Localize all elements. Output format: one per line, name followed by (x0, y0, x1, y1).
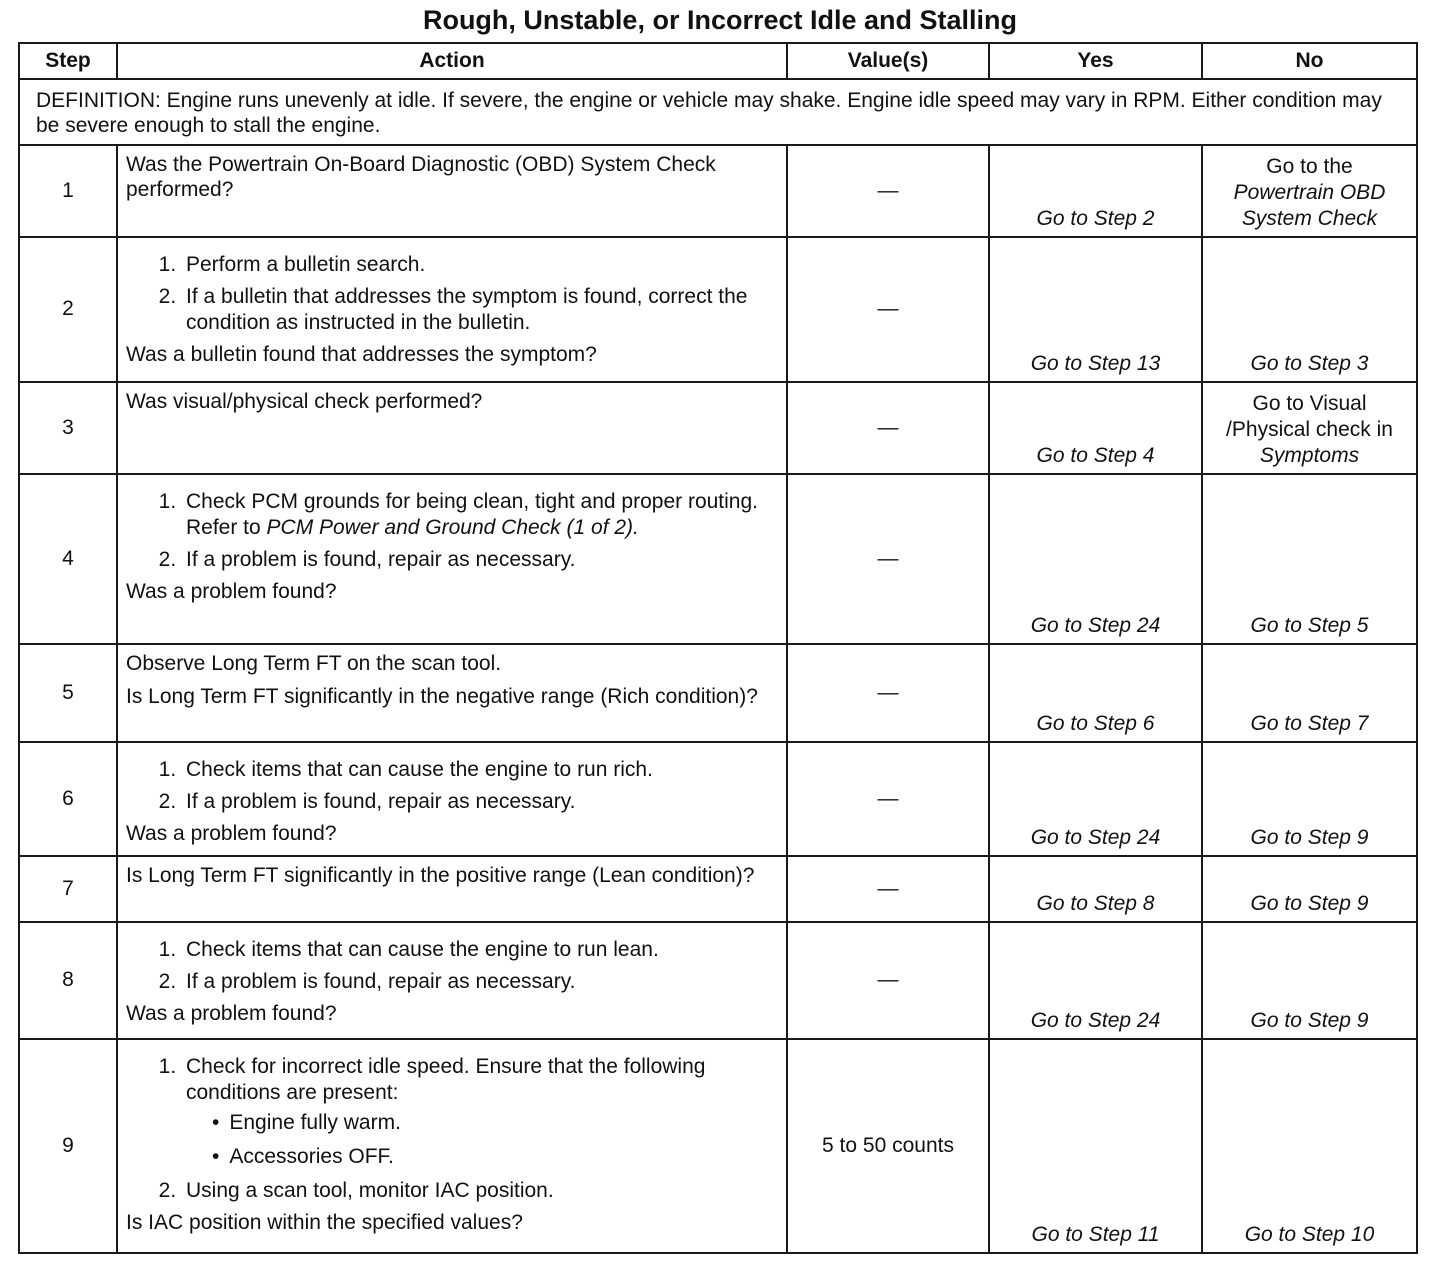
yes-link[interactable]: Go to Step 11 (1031, 1223, 1160, 1246)
no-link[interactable]: Go to Step 9 (1250, 1008, 1369, 1032)
header-yes: Yes (989, 43, 1202, 79)
action-step-item (182, 1054, 776, 1170)
no-cell (1202, 644, 1417, 742)
page-title: Rough, Unstable, or Incorrect Idle and Stalling (422, 5, 1018, 35)
yes-link[interactable]: Go to Step 6 (1036, 712, 1155, 736)
step-number: 5 (19, 644, 117, 742)
action-cell (117, 856, 787, 922)
action-steps (126, 937, 776, 995)
table-row (19, 1039, 1417, 1253)
step-number: 2 (19, 237, 117, 381)
condition-item: • Accessories OFF. (212, 1144, 776, 1170)
yes-cell (989, 145, 1202, 237)
yes-link[interactable]: Go to Step 24 (1030, 1008, 1161, 1032)
action-cell (117, 382, 787, 474)
no-link[interactable]: Powertrain OBD System Check (1233, 181, 1386, 231)
no-cell (1202, 742, 1417, 856)
action-step-item: 2. If a problem is found, repair as necessary. (182, 547, 776, 573)
action-question: Was a problem found? (126, 579, 337, 603)
table-row (19, 856, 1417, 922)
yes-cell (989, 474, 1202, 644)
no-cell (1202, 474, 1417, 644)
yes-cell (989, 237, 1202, 381)
action-question: Is Long Term FT significantly in the negative range (Rich condition)? (126, 684, 758, 708)
action-steps (126, 252, 776, 336)
definition-row (19, 79, 1417, 145)
header-row (19, 43, 1417, 79)
action-step-item: 2. If a problem is found, repair as necessary. (182, 789, 776, 815)
yes-link[interactable]: Go to Step 8 (1036, 892, 1155, 916)
action-question: Was a problem found? (126, 822, 337, 846)
action-cell (117, 237, 787, 381)
action-step-item: 2. If a problem is found, repair as necessary. (182, 969, 776, 995)
table-row (19, 145, 1417, 237)
step-number: 9 (19, 1039, 117, 1253)
no-cell (1202, 1039, 1417, 1253)
header-values: Value(s) (787, 43, 989, 79)
no-link[interactable]: Go to Step 3 (1250, 351, 1369, 375)
table-row (19, 922, 1417, 1038)
step-number: 3 (19, 382, 117, 474)
no-link[interactable]: Symptoms (1259, 443, 1360, 467)
action-cell (117, 644, 787, 742)
value-cell: — (787, 237, 989, 381)
no-link[interactable]: Go to Step 10 (1244, 1223, 1375, 1246)
no-cell (1202, 382, 1417, 474)
no-link[interactable]: Go to Step 7 (1250, 712, 1369, 736)
yes-cell (989, 742, 1202, 856)
no-cell (1202, 237, 1417, 381)
action-steps (126, 489, 776, 573)
no-prefix: Go to the (1266, 155, 1353, 179)
condition-item: • Engine fully warm. (212, 1110, 776, 1136)
yes-link[interactable]: Go to Step 13 (1030, 351, 1161, 375)
action-cell (117, 1039, 787, 1253)
action-question: Is Long Term FT significantly in the positive range (Lean condition)? (126, 864, 755, 888)
action-steps (126, 757, 776, 815)
yes-cell (989, 856, 1202, 922)
yes-cell (989, 922, 1202, 1038)
action-question: Was a bulletin found that addresses the symptom? (126, 343, 597, 367)
action-steps (126, 1054, 776, 1204)
value-cell: — (787, 145, 989, 237)
action-step-item: 1. Check items that can cause the engine to run rich. (182, 757, 776, 783)
value-cell: — (787, 742, 989, 856)
no-cell (1202, 856, 1417, 922)
action-step-text: Check for incorrect idle speed. Ensure that the following conditions are present: (186, 1054, 706, 1104)
step-number: 8 (19, 922, 117, 1038)
condition-list (186, 1110, 776, 1170)
action-step-item (182, 489, 776, 541)
no-link[interactable]: Go to Step 9 (1250, 892, 1369, 916)
action-question: Was visual/physical check performed? (126, 389, 483, 413)
definition-text: DEFINITION: Engine runs unevenly at idle. If severe, the engine or vehicle may shake. Engine idle speed may vary in RPM. Either condition may be severe enough to stall the engine. (19, 79, 1417, 145)
value-cell: — (787, 644, 989, 742)
step-number: 4 (19, 474, 117, 644)
action-cell (117, 474, 787, 644)
header-action: Action (117, 43, 787, 79)
action-cell (117, 145, 787, 237)
diagnostic-table (18, 42, 1418, 1254)
table-row (19, 237, 1417, 381)
no-prefix: Go to Visual /Physical check in (1226, 391, 1393, 441)
table-row (19, 644, 1417, 742)
step-number: 7 (19, 856, 117, 922)
table-row (19, 742, 1417, 856)
yes-link[interactable]: Go to Step 24 (1030, 826, 1161, 850)
no-link[interactable]: Go to Step 5 (1250, 613, 1369, 637)
value-cell: — (787, 922, 989, 1038)
no-link[interactable]: Go to Step 9 (1250, 826, 1369, 850)
header-no: No (1202, 43, 1417, 79)
action-line: Observe Long Term FT on the scan tool. (126, 651, 502, 675)
reference-link[interactable]: PCM Power and Ground Check (1 of 2). (266, 515, 639, 539)
value-cell: — (787, 474, 989, 644)
action-question: Was the Powertrain On-Board Diagnostic (OBD) System Check performed? (126, 153, 716, 202)
action-question: Was a problem found? (126, 1002, 337, 1026)
action-step-item: 1. Check items that can cause the engine to run lean. (182, 937, 776, 963)
action-cell (117, 742, 787, 856)
step-number: 6 (19, 742, 117, 856)
value-cell: — (787, 856, 989, 922)
no-cell (1202, 922, 1417, 1038)
action-question: Is IAC position within the specified values? (126, 1210, 523, 1234)
value-cell: — (787, 382, 989, 474)
action-cell (117, 922, 787, 1038)
action-step-item: 2. If a bulletin that addresses the symptom is found, correct the condition as instructed in the bulletin. (182, 284, 776, 336)
yes-cell (989, 382, 1202, 474)
action-step-item: 1. Perform a bulletin search. (182, 252, 776, 278)
action-step-item: 2. Using a scan tool, monitor IAC position. (182, 1178, 776, 1204)
table-row (19, 382, 1417, 474)
header-step: Step (19, 43, 117, 79)
yes-link[interactable]: Go to Step 2 (1036, 207, 1155, 231)
action-step-text: Check PCM grounds for being clean, tight and proper routing. Refer to (186, 489, 758, 539)
yes-link[interactable]: Go to Step 24 (1030, 613, 1161, 637)
no-cell (1202, 145, 1417, 237)
yes-link[interactable]: Go to Step 4 (1036, 443, 1155, 467)
yes-cell (989, 644, 1202, 742)
table-row (19, 474, 1417, 644)
step-number: 1 (19, 145, 117, 237)
value-cell: 5 to 50 counts (787, 1039, 989, 1253)
yes-cell (989, 1039, 1202, 1253)
